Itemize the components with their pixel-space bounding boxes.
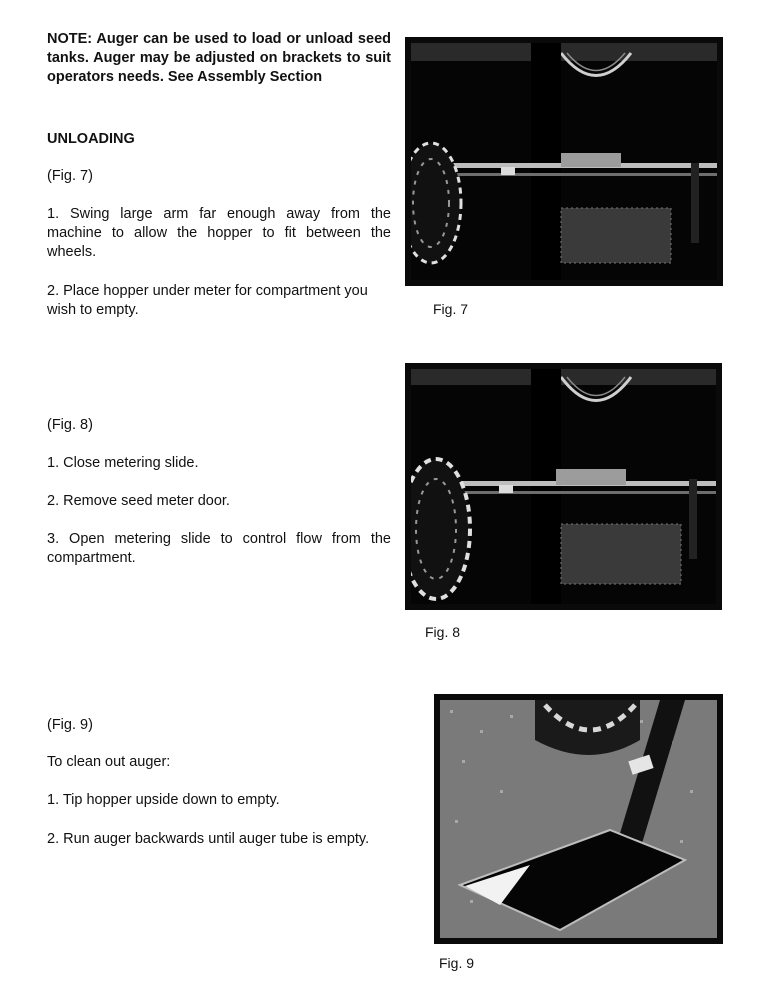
fig7-ref: (Fig. 7) [47, 168, 93, 184]
fig9-step-2: 2. Run auger backwards until auger tube is empty. [47, 831, 370, 847]
note-text: NOTE: Auger can be used to load or unload seed tanks. Auger may be adjusted on brackets to suit operators needs. See Assembly Section [47, 31, 391, 85]
fig7-step-1: 1. Swing large arm far enough away from the machine to allow the hopper to fit between the wheels. [47, 206, 391, 260]
fig8-caption: Fig. 8 [425, 624, 461, 640]
fig7-caption: Fig. 7 [433, 301, 469, 317]
fig9-step-1: 1. Tip hopper upside down to empty. [47, 792, 280, 808]
fig9-photo [434, 694, 723, 944]
fig8-step-3: 3. Open metering slide to control flow from the compartment. [47, 531, 391, 566]
fig8-ref: (Fig. 8) [47, 417, 93, 433]
fig9-ref: (Fig. 9) [47, 717, 93, 733]
fig9-intro: To clean out auger: [47, 754, 171, 770]
fig8-step-1: 1. Close metering slide. [47, 455, 199, 471]
fig8-step-2: 2. Remove seed meter door. [47, 493, 230, 509]
fig8-photo [405, 363, 722, 610]
fig7-step-2: 2. Place hopper under meter for compartment you wish to empty. [47, 283, 368, 318]
fig9-caption: Fig. 9 [439, 955, 475, 971]
fig7-photo [405, 37, 723, 286]
section-heading: UNLOADING [47, 131, 135, 147]
